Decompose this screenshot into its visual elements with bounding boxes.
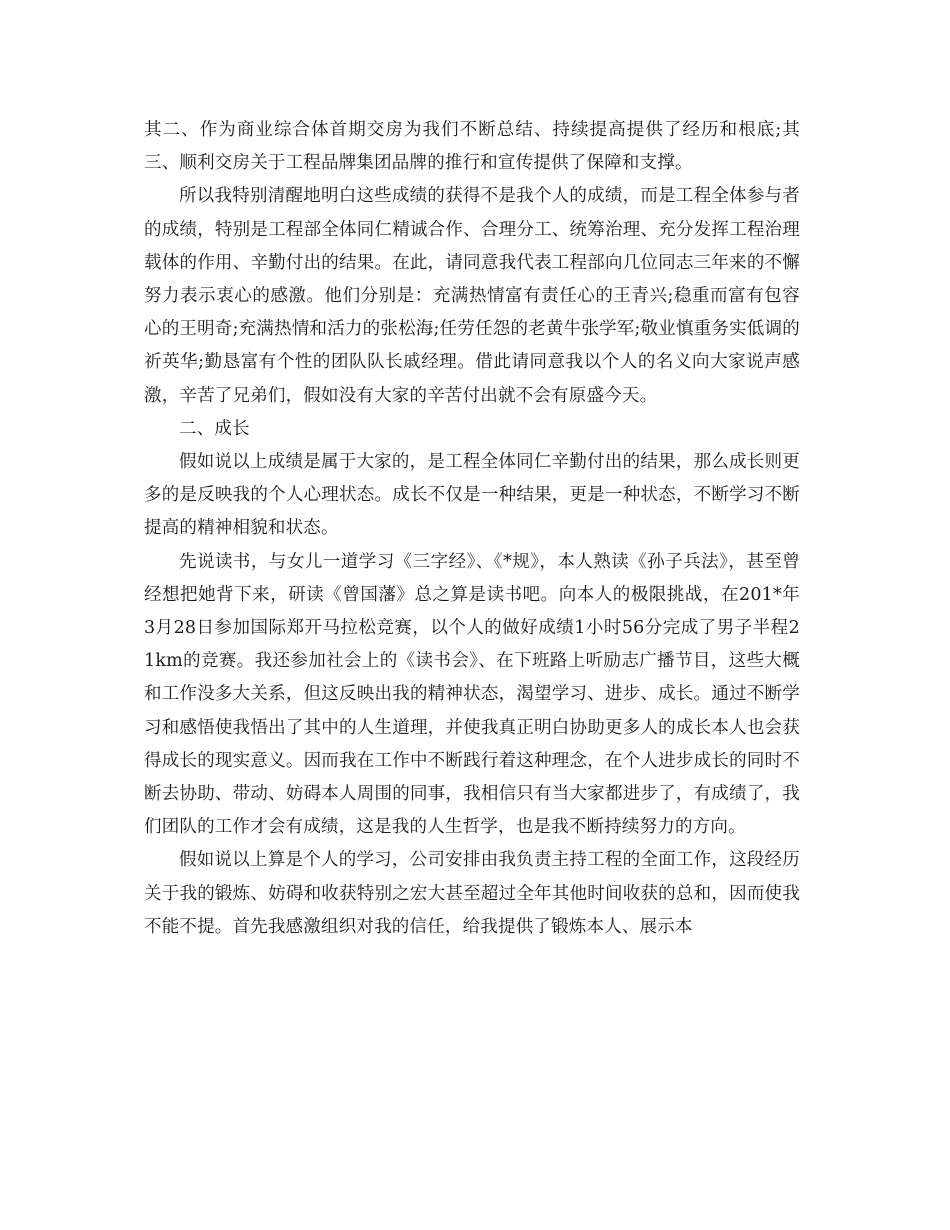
- paragraph: 假如说以上成绩是属于大家的，是工程全体同仁辛勤付出的结果，那么成长则更多的是反映我的个人心理状态。成长不仅是一种结果，更是一种状态，不断学习不断提高的精神相貌和状态。: [144, 452, 800, 539]
- paragraph: 假如说以上算是个人的学习，公司安排由我负责主持工程的全面工作，这段经历关于我的锻炼、妨碍和收获特别之宏大甚至超过全年其他时间收获的总和，因而使我不能不提。首先我感激组织对我的信任，给我提供了锻炼本人、展示本: [144, 850, 800, 937]
- document-body: [144, 114, 800, 944]
- paragraph: 所以我特别清醒地明白这些成绩的获得不是我个人的成绩，而是工程全体参与者的成绩，特别是工程部全体同仁精诚合作、合理分工、统筹治理、充分发挥工程治理载体的作用、辛勤付出的结果。在此，请同意我代表工程部向几位同志三年来的不懈努力表示衷心的感激。他们分别是：充满热情富有责任心的王青兴;稳重而富有包容心的王明奇;充满热情和活力的张松海;任劳任怨的老黄牛张学军;敬业慎重务实低调的祈英华;勤恳富有个性的团队队长戚经理。借此请同意我以个人的名义向大家说声感激，辛苦了兄弟们，假如没有大家的辛苦付出就不会有原盛今天。: [144, 186, 800, 406]
- paragraph: 其二、作为商业综合体首期交房为我们不断总结、持续提高提供了经历和根底;其三、顺利交房关于工程品牌集团品牌的推行和宣传提供了保障和支撑。: [144, 120, 800, 174]
- paragraph: 先说读书，与女儿一道学习《三字经》、《*规》，本人熟读《孙子兵法》，甚至曾经想把她背下来，研读《曾国藩》总之算是读书吧。向本人的极限挑战，在201*年3月28日参加国际郑开马拉松竞赛，以个人的做好成绩1小时56分完成了男子半程21km的竞赛。我还参加社会上的《读书会》、在下班路上听励志广播节目，这些大概和工作没多大关系，但这反映出我的精神状态，渴望学习、进步、成长。通过不断学习和感悟使我悟出了其中的人生道理，并使我真正明白协助更多人的成长本人也会获得成长的现实意义。因而我在工作中不断践行着这种理念，在个人进步成长的同时不断去协助、带动、妨碍本人周围的同事，我相信只有当大家都进步了，有成绩了，我们团队的工作才会有成绩，这是我的人生哲学，也是我不断持续努力的方向。: [144, 551, 800, 838]
- section-heading: 二、成长: [179, 418, 250, 439]
